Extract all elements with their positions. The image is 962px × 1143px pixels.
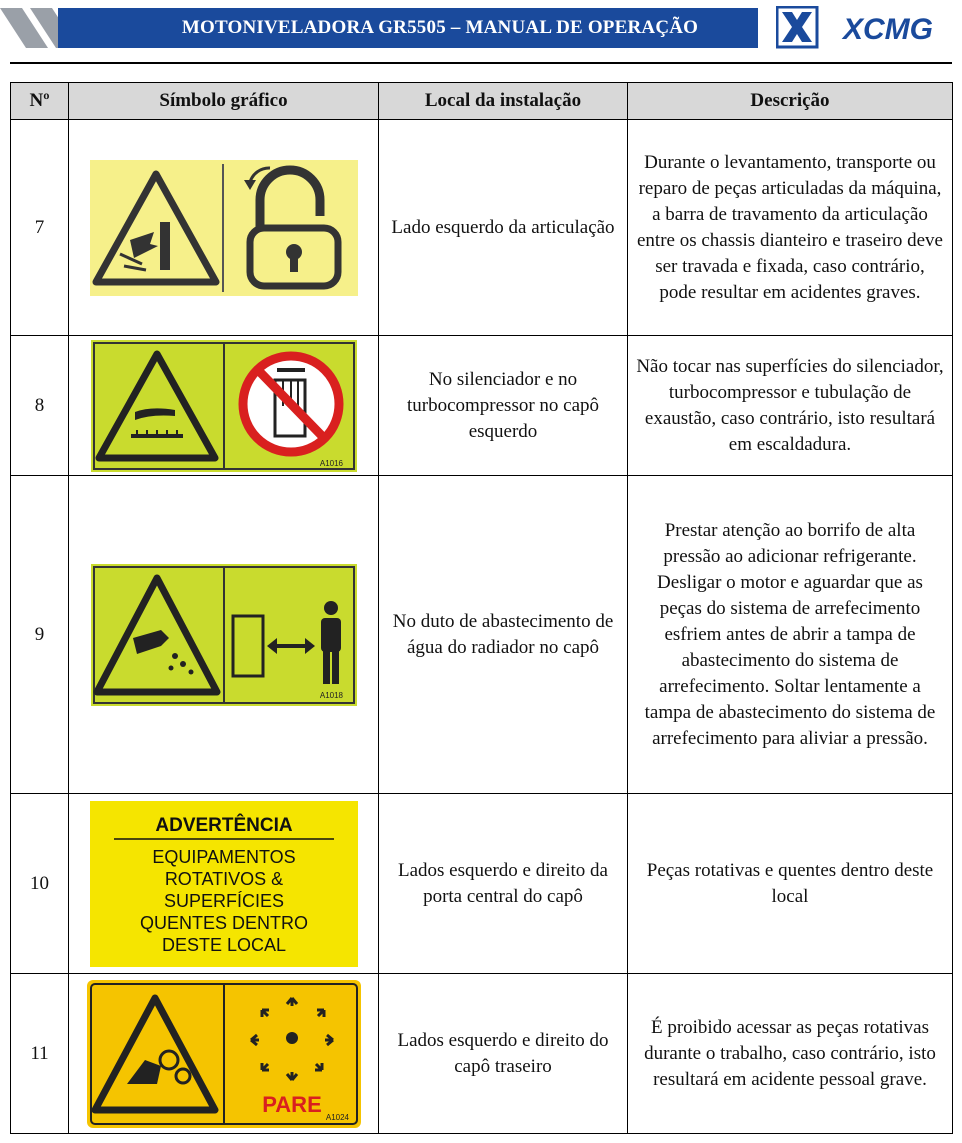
description-cell: Peças rotativas e quentes dentro deste local — [628, 794, 953, 974]
sign-code: A1024 — [325, 1112, 349, 1122]
row-number: 11 — [11, 974, 69, 1134]
sign-line: ROTATIVOS & — [164, 868, 283, 889]
location-cell: No silenciador e no turbocompressor no capô esquerdo — [379, 336, 628, 476]
warning-text-label — [90, 801, 358, 967]
description-cell: Não tocar nas superfícies do silenciador, turbocompressor e tubulação de exaustão, caso contrário, isto resultará em escaldadura. — [628, 336, 953, 476]
location-cell: No duto de abastecimento de água do radiador no capô — [379, 476, 628, 794]
symbol-cell — [69, 336, 379, 476]
col-header-description: Descrição — [628, 83, 953, 120]
logo-text: XCMG — [843, 13, 933, 46]
sign-line: DESTE LOCAL — [161, 934, 286, 955]
sign-line: SUPERFÍCIES — [163, 890, 284, 911]
sign-code: A1018 — [319, 690, 343, 700]
page-title: MOTONIVELADORA GR5505 – MANUAL DE OPERAÇÃO — [181, 17, 699, 38]
row-number: 9 — [11, 476, 69, 794]
symbol-cell — [69, 974, 379, 1134]
table-header-row — [11, 83, 953, 120]
header-rule — [10, 62, 952, 64]
symbol-cell — [69, 794, 379, 974]
page-header — [0, 0, 962, 62]
sign-heading: ADVERTÊNCIA — [154, 814, 293, 836]
table-row — [11, 120, 953, 336]
row-number: 8 — [11, 336, 69, 476]
sign-code: A1016 — [319, 458, 343, 468]
table-row — [11, 336, 953, 476]
description-cell: Durante o levantamento, transporte ou reparo de peças articuladas da máquina, a barra de travamento da articulação entre os chassis dianteiro e traseiro deve ser travada e fixada, caso contrário, pode resultar em acidentes graves. — [628, 120, 953, 336]
row-number: 7 — [11, 120, 69, 336]
col-header-symbol: Símbolo gráfico — [69, 83, 379, 120]
hot-surface-no-touch-icon — [91, 340, 357, 472]
col-header-number: Nº — [11, 83, 69, 120]
symbol-cell — [69, 120, 379, 336]
table-row — [11, 476, 953, 794]
location-cell: Lados esquerdo e direito do capô traseiro — [379, 974, 628, 1134]
description-cell: É proibido acessar as peças rotativas durante o trabalho, caso contrário, isto resultará em acidente pessoal grave. — [628, 974, 953, 1134]
sign-line: QUENTES DENTRO — [139, 912, 308, 933]
table-row — [11, 974, 953, 1134]
sign-line: EQUIPAMENTOS — [151, 846, 296, 867]
table-row — [11, 794, 953, 974]
rotating-parts-stop-icon — [87, 980, 361, 1128]
symbol-cell — [69, 476, 379, 794]
location-cell: Lados esquerdo e direito da porta central do capô — [379, 794, 628, 974]
row-number: 10 — [11, 794, 69, 974]
safety-signs-table — [10, 82, 953, 1134]
col-header-location: Local da instalação — [379, 83, 628, 120]
crush-hazard-and-lock-icon — [90, 160, 358, 296]
sign-word: PARE — [261, 1091, 322, 1117]
pressurized-spray-keep-distance-icon — [91, 564, 357, 706]
location-cell: Lado esquerdo da articulação — [379, 120, 628, 336]
description-cell: Prestar atenção ao borrifo de alta pressão ao adicionar refrigerante. Desligar o motor e aguardar que as peças do sistema de arrefecimento esfriem antes de abrir a tampa de abastecimento do sistema de arrefecimento. Soltar lentamente a tampa de abastecimento do sistema de arrefecimento para aliviar a pressão. — [628, 476, 953, 794]
xcmg-logo — [776, 6, 958, 50]
